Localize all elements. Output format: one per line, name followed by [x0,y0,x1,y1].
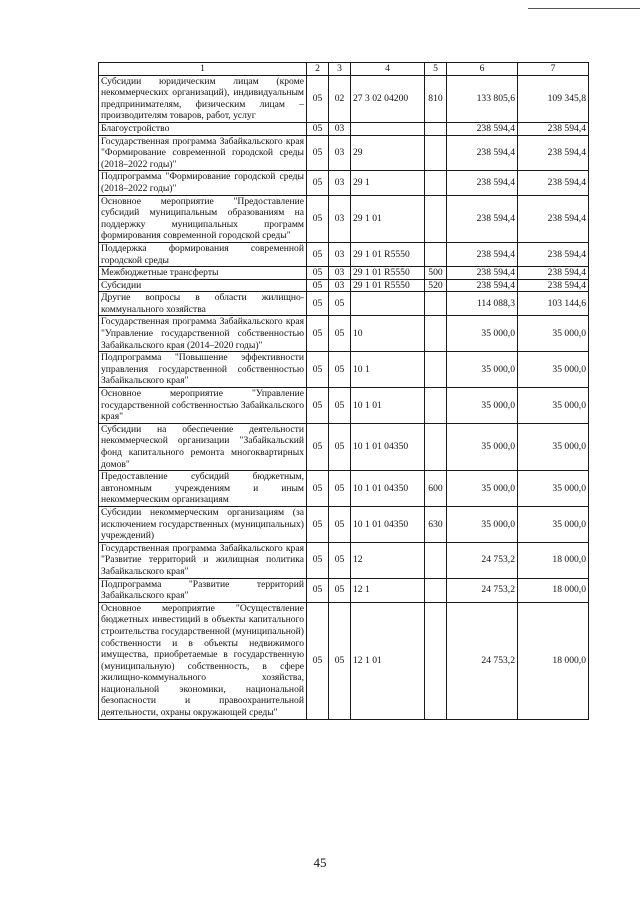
table-row [99,242,589,266]
amount-col-7: 238 594,4 [518,267,589,280]
subsection-code: 05 [329,388,351,424]
section-code: 05 [307,352,329,388]
expense-type-code: 810 [425,75,447,122]
amount-col-7: 238 594,4 [518,135,589,171]
target-article-code: 29 1 01 R5550 [351,267,425,280]
row-name: Межбюджетные трансферты [99,267,307,280]
target-article-code: 29 1 [351,171,425,195]
amount-col-6: 35 000,0 [447,352,518,388]
amount-col-6: 238 594,4 [447,135,518,171]
amount-col-6: 24 753,2 [447,542,518,578]
section-code: 05 [307,471,329,507]
subsection-code: 05 [329,352,351,388]
column-number: 7 [518,63,589,76]
expense-type-code [425,352,447,388]
subsection-code: 05 [329,542,351,578]
target-article-code: 29 1 01 R5550 [351,279,425,292]
expense-type-code [425,578,447,602]
table-row [99,75,589,122]
subsection-code: 03 [329,279,351,292]
amount-col-7: 238 594,4 [518,171,589,195]
target-article-code: 29 [351,135,425,171]
expense-type-code [425,602,447,719]
section-code: 05 [307,122,329,135]
row-name: Подпрограмма "Повышение эффективности управления государственной собственностью Забайкальского края" [99,352,307,388]
row-name: Субсидии некоммерческим организациям (за исключением государственных (муниципальных) учреждений) [99,506,307,542]
column-number: 2 [307,63,329,76]
table-row [99,578,589,602]
amount-col-6: 35 000,0 [447,316,518,352]
row-name: Подпрограмма "Развитие территорий Забайкальского края" [99,578,307,602]
row-name: Основное мероприятие "Предоставление субсидий муниципальным образованиям на поддержку муниципальных программ формирования современной городской среды" [99,195,307,242]
subsection-code: 05 [329,292,351,316]
amount-col-7: 18 000,0 [518,578,589,602]
subsection-code: 02 [329,75,351,122]
subsection-code: 05 [329,578,351,602]
page-number: 45 [313,855,327,870]
row-name: Подпрограмма "Формирование городской среды (2018–2022 годы)" [99,171,307,195]
table-row [99,316,589,352]
target-article-code: 27 3 02 04200 [351,75,425,122]
amount-col-6: 114 088,3 [447,292,518,316]
amount-col-7: 238 594,4 [518,242,589,266]
column-number-row [99,63,589,76]
amount-col-6: 238 594,4 [447,242,518,266]
target-article-code: 29 1 01 R5550 [351,242,425,266]
amount-col-7: 109 345,8 [518,75,589,122]
amount-col-6: 35 000,0 [447,388,518,424]
amount-col-6: 35 000,0 [447,423,518,470]
budget-table [98,62,589,720]
amount-col-7: 103 144,6 [518,292,589,316]
target-article-code: 12 1 01 [351,602,425,719]
amount-col-7: 35 000,0 [518,506,589,542]
target-article-code: 10 1 01 04350 [351,423,425,470]
section-code: 05 [307,267,329,280]
target-article-code: 10 [351,316,425,352]
section-code: 05 [307,423,329,470]
expense-type-code: 520 [425,279,447,292]
section-code: 05 [307,171,329,195]
expense-type-code [425,292,447,316]
table-row [99,195,589,242]
row-name: Другие вопросы в области жилищно-коммунального хозяйства [99,292,307,316]
target-article-code [351,122,425,135]
expense-type-code [425,122,447,135]
expense-type-code: 630 [425,506,447,542]
column-number: 1 [99,63,307,76]
amount-col-7: 238 594,4 [518,279,589,292]
table-row [99,506,589,542]
amount-col-6: 238 594,4 [447,195,518,242]
table-row [99,122,589,135]
row-name: Государственная программа Забайкальского края "Управление государственной собственностью Забайкальского края (2014–2020 годы)" [99,316,307,352]
subsection-code: 03 [329,171,351,195]
column-number: 3 [329,63,351,76]
section-code: 05 [307,135,329,171]
row-name: Основное мероприятие "Управление государственной собственностью Забайкальского края" [99,388,307,424]
subsection-code: 03 [329,122,351,135]
expense-type-code: 600 [425,471,447,507]
section-code: 05 [307,602,329,719]
expense-type-code [425,171,447,195]
column-number: 6 [447,63,518,76]
amount-col-7: 18 000,0 [518,602,589,719]
table-row [99,292,589,316]
subsection-code: 05 [329,471,351,507]
amount-col-6: 35 000,0 [447,506,518,542]
expense-type-code [425,316,447,352]
amount-col-6: 24 753,2 [447,578,518,602]
table-row [99,471,589,507]
table-row [99,171,589,195]
target-article-code: 10 1 01 04350 [351,506,425,542]
subsection-code: 03 [329,135,351,171]
section-code: 05 [307,75,329,122]
amount-col-7: 35 000,0 [518,316,589,352]
row-name: Субсидии [99,279,307,292]
section-code: 05 [307,242,329,266]
row-name: Субсидии юридическим лицам (кроме некоммерческих организаций), индивидуальным предпринимателям, физическим лицам – производителям товаров, работ, услуг [99,75,307,122]
amount-col-6: 238 594,4 [447,171,518,195]
target-article-code [351,292,425,316]
table-row [99,352,589,388]
subsection-code: 05 [329,506,351,542]
table-row [99,423,589,470]
section-code: 05 [307,388,329,424]
row-name: Государственная программа Забайкальского края "Формирование современной городской среды (2018–2022 годы)" [99,135,307,171]
row-name: Благоустройство [99,122,307,135]
table-row [99,388,589,424]
row-name: Поддержка формирования современной городской среды [99,242,307,266]
column-number: 4 [351,63,425,76]
expense-type-code: 500 [425,267,447,280]
table-row [99,267,589,280]
expense-type-code [425,195,447,242]
amount-col-7: 35 000,0 [518,423,589,470]
target-article-code: 10 1 01 04350 [351,471,425,507]
table-body [99,63,589,720]
subsection-code: 03 [329,195,351,242]
target-article-code: 12 [351,542,425,578]
row-name: Государственная программа Забайкальского края "Развитие территорий и жилищная политика Забайкальского края" [99,542,307,578]
section-code: 05 [307,292,329,316]
target-article-code: 12 1 [351,578,425,602]
target-article-code: 29 1 01 [351,195,425,242]
subsection-code: 05 [329,316,351,352]
section-code: 05 [307,279,329,292]
target-article-code: 10 1 01 [351,388,425,424]
amount-col-6: 238 594,4 [447,279,518,292]
amount-col-7: 238 594,4 [518,122,589,135]
expense-type-code [425,242,447,266]
table-row [99,542,589,578]
subsection-code: 05 [329,423,351,470]
amount-col-7: 35 000,0 [518,388,589,424]
section-code: 05 [307,506,329,542]
section-code: 05 [307,195,329,242]
row-name: Субсидии на обеспечение деятельности некоммерческой организации "Забайкальский фонд капитального ремонта многоквартирных домов" [99,423,307,470]
expense-type-code [425,423,447,470]
section-code: 05 [307,542,329,578]
amount-col-6: 35 000,0 [447,471,518,507]
expense-type-code [425,542,447,578]
section-code: 05 [307,578,329,602]
subsection-code: 05 [329,602,351,719]
row-name: Основное мероприятие "Осуществление бюджетных инвестиций в объекты капитального строительства государственной (муниципальной) собственности и в объекты недвижимого имущества, приобретаемые в государственную (муниципальную) собственность, в сфере жилищно-коммунального хозяйства, национальной экономики, национальной безопасности и правоохранительной деятельности, охраны окружающей среды" [99,602,307,719]
expense-type-code [425,135,447,171]
amount-col-7: 18 000,0 [518,542,589,578]
row-name: Предоставление субсидий бюджетным, автономным учреждениям и иным некоммерческим организациям [99,471,307,507]
section-code: 05 [307,316,329,352]
table-row [99,279,589,292]
amount-col-6: 238 594,4 [447,267,518,280]
target-article-code: 10 1 [351,352,425,388]
amount-col-7: 238 594,4 [518,195,589,242]
amount-col-7: 35 000,0 [518,352,589,388]
subsection-code: 03 [329,242,351,266]
expense-type-code [425,388,447,424]
table-row [99,602,589,719]
column-number: 5 [425,63,447,76]
table-row [99,135,589,171]
amount-col-6: 133 805,6 [447,75,518,122]
amount-col-7: 35 000,0 [518,471,589,507]
amount-col-6: 24 753,2 [447,602,518,719]
top-rule [528,8,640,9]
amount-col-6: 238 594,4 [447,122,518,135]
subsection-code: 03 [329,267,351,280]
